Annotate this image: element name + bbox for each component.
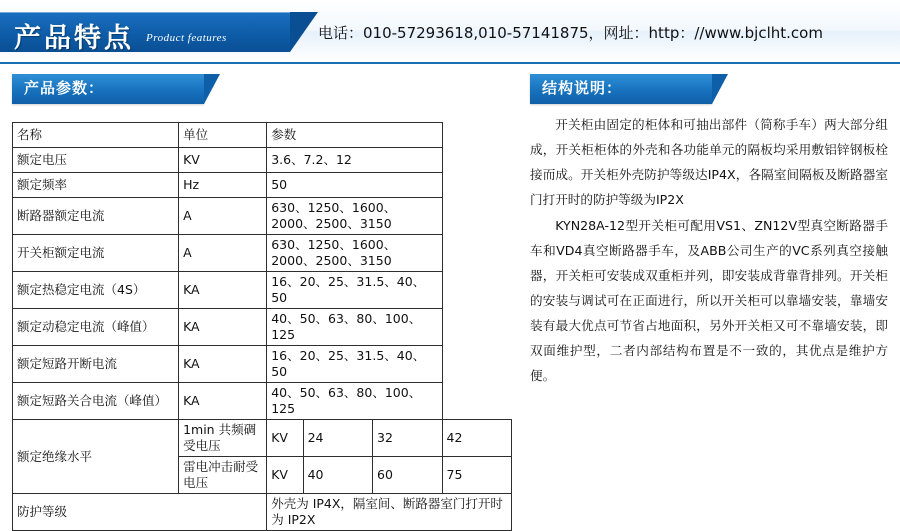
row-unit: KA [179,309,267,346]
row-name: 额定短路关合电流（峰值） [13,383,179,420]
row-name: 开关柜额定电流 [13,235,179,272]
table-row [13,309,512,346]
row-unit: KA [179,383,267,420]
table-header-name: 名称 [13,123,179,148]
row-value: 630、1250、1600、2000、2500、3150 [267,235,442,272]
insulation-value-1: 24 [303,420,372,457]
row-name: 额定频率 [13,173,179,198]
insulation-sub-label: 雷电冲击耐受电压 [179,457,267,494]
table-header-unit: 单位 [179,123,267,148]
structure-description [530,112,888,389]
table-header-value: 参数 [267,123,442,148]
page-title: 产品特点 [14,23,134,54]
spec-table [12,122,512,531]
row-name: 额定电压 [13,148,179,173]
row-value: 16、20、25、31.5、40、50 [267,346,442,383]
contact-info: 电话：010-57293618,010-57141875，网址：http：//www.bjclht.com [318,24,823,42]
row-unit: KA [179,272,267,309]
spec-table-wrapper [12,122,512,531]
table-row-insulation-1 [13,420,512,457]
description-paragraph-2: KYN28A-12型开关柜可配用VS1、ZN12V型真空断路器手车和VD4真空断路器手车，及ABB公司生产的VC系列真空接触器，开关柜可安装成双重柜并列，即安装成背靠背排列。开关柜的安装与调试可在正面进行，所以开关柜可以靠墙安装，靠墙安装有最大优点可节省占地面积，另外开关柜又可不靠墙安装，即双面维护型，二者内部结构布置是不一致的，其优点是维护方便。 [530,218,888,383]
insulation-value-3: 75 [442,457,512,494]
row-unit: Hz [179,173,267,198]
protection-name: 防护等级 [13,494,267,531]
page-subtitle: Product features [146,32,227,44]
protection-value: 外壳为 IP4X，隔室间、断路器室门打开时为 IP2X [267,494,512,531]
table-row [13,148,512,173]
row-value: 50 [267,173,442,198]
table-row [13,173,512,198]
table-row [13,272,512,309]
row-unit: A [179,198,267,235]
row-value: 16、20、25、31.5、40、50 [267,272,442,309]
row-name: 断路器额定电流 [13,198,179,235]
row-value: 40、50、63、80、100、125 [267,383,442,420]
table-row [13,198,512,235]
table-row-protection [13,494,512,531]
table-row [13,235,512,272]
insulation-value-1: 40 [303,457,372,494]
insulation-value-2: 60 [373,457,442,494]
insulation-value-3: 42 [442,420,512,457]
row-name: 额定动稳定电流（峰值） [13,309,179,346]
row-value: 40、50、63、80、100、125 [267,309,442,346]
row-unit: A [179,235,267,272]
row-value: 630、1250、1600、2000、2500、3150 [267,198,442,235]
table-row [13,346,512,383]
insulation-unit: KV [267,420,303,457]
section-header-structure: 结构说明： [530,74,712,104]
row-name: 额定热稳定电流（4S） [13,272,179,309]
row-unit: KV [179,148,267,173]
header-banner-arrow [290,12,318,52]
description-paragraph-1: 开关柜由固定的柜体和可抽出部件（简称手车）两大部分组成，开关柜柜体的外壳和各功能单元的隔板均采用敷铝锌钢板栓接而成。开关柜外壳防护等级达IP4X，各隔室间隔板及断路器室门打开时的防护等级为IP2X [530,117,888,207]
table-row [13,383,512,420]
row-name: 额定短路开断电流 [13,346,179,383]
insulation-unit: KV [267,457,303,494]
row-unit: KA [179,346,267,383]
insulation-value-2: 32 [373,420,442,457]
section-header-parameters: 产品参数： [12,74,204,104]
page-header [0,0,900,64]
table-header-row [13,123,512,148]
row-value: 3.6、7.2、12 [267,148,442,173]
insulation-sub-label: 1min 共频碉受电压 [179,420,267,457]
insulation-name: 额定绝缘水平 [13,420,179,494]
